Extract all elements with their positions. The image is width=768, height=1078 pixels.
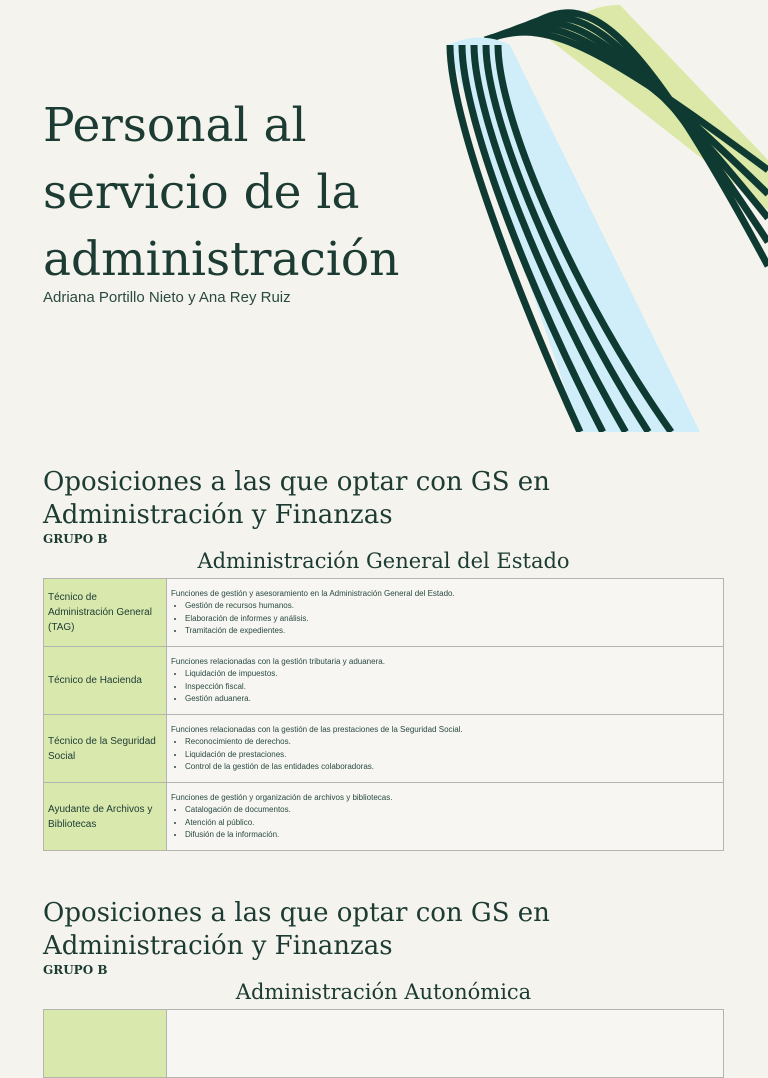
job-category: Técnico de Administración General (TAG)	[44, 579, 167, 647]
job-description	[167, 715, 724, 783]
table-row	[44, 715, 724, 783]
job-function: • Liquidación de impuestos.	[185, 668, 719, 681]
job-function: • Catalogación de documentos.	[185, 804, 719, 817]
group-label: GRUPO B	[43, 532, 108, 546]
jobs-table	[43, 578, 724, 851]
job-category: Ayudante de Archivos y Bibliotecas	[44, 783, 167, 851]
job-intro: Funciones de gestión y asesoramiento en la Administración General del Estado.	[171, 588, 455, 598]
job-intro: Funciones relacionadas con la gestión de las prestaciones de la Seguridad Social.	[171, 724, 463, 734]
table-row	[44, 783, 724, 851]
table-title: Administración Autonómica	[235, 980, 532, 1004]
page-title: Personal al servicio de la administración	[43, 98, 400, 287]
job-category: Técnico de la Seguridad Social	[44, 715, 167, 783]
job-functions-list	[171, 736, 719, 774]
job-function: • Atención al público.	[185, 817, 719, 830]
table-row	[44, 647, 724, 715]
section-heading: Oposiciones a las que optar con GS en Administración y Finanzas	[43, 898, 550, 961]
job-category	[44, 1010, 167, 1078]
section-heading: Oposiciones a las que optar con GS en Administración y Finanzas	[43, 467, 550, 530]
section-autonomica	[43, 897, 733, 1078]
jobs-table	[43, 1009, 724, 1078]
table-title: Administración General del Estado	[197, 549, 570, 573]
decorative-ribbon-graphic	[430, 0, 768, 432]
job-function: • Liquidación de prestaciones.	[185, 749, 719, 762]
authors: Adriana Portillo Nieto y Ana Rey Ruiz	[43, 289, 291, 306]
job-functions-list	[171, 600, 719, 638]
job-description	[167, 783, 724, 851]
job-function: • Inspección fiscal.	[185, 681, 719, 694]
job-functions-list	[171, 804, 719, 842]
job-intro: Funciones de gestión y organización de archivos y bibliotecas.	[171, 792, 393, 802]
job-description	[167, 579, 724, 647]
group-label: GRUPO B	[43, 963, 108, 977]
job-function: • Gestión de recursos humanos.	[185, 600, 719, 613]
section-age	[43, 466, 733, 851]
table-row	[44, 1010, 724, 1078]
job-function: • Control de la gestión de las entidades colaboradoras.	[185, 761, 719, 774]
job-function: • Tramitación de expedientes.	[185, 625, 719, 638]
job-function: • Elaboración de informes y análisis.	[185, 613, 719, 626]
job-description	[167, 647, 724, 715]
job-function: • Reconocimiento de derechos.	[185, 736, 719, 749]
job-function: • Difusión de la información.	[185, 829, 719, 842]
job-function: • Gestión aduanera.	[185, 693, 719, 706]
job-intro: Funciones relacionadas con la gestión tributaria y aduanera.	[171, 656, 385, 666]
job-category: Técnico de Hacienda	[44, 647, 167, 715]
table-row	[44, 579, 724, 647]
job-description	[167, 1010, 724, 1078]
job-functions-list	[171, 668, 719, 706]
